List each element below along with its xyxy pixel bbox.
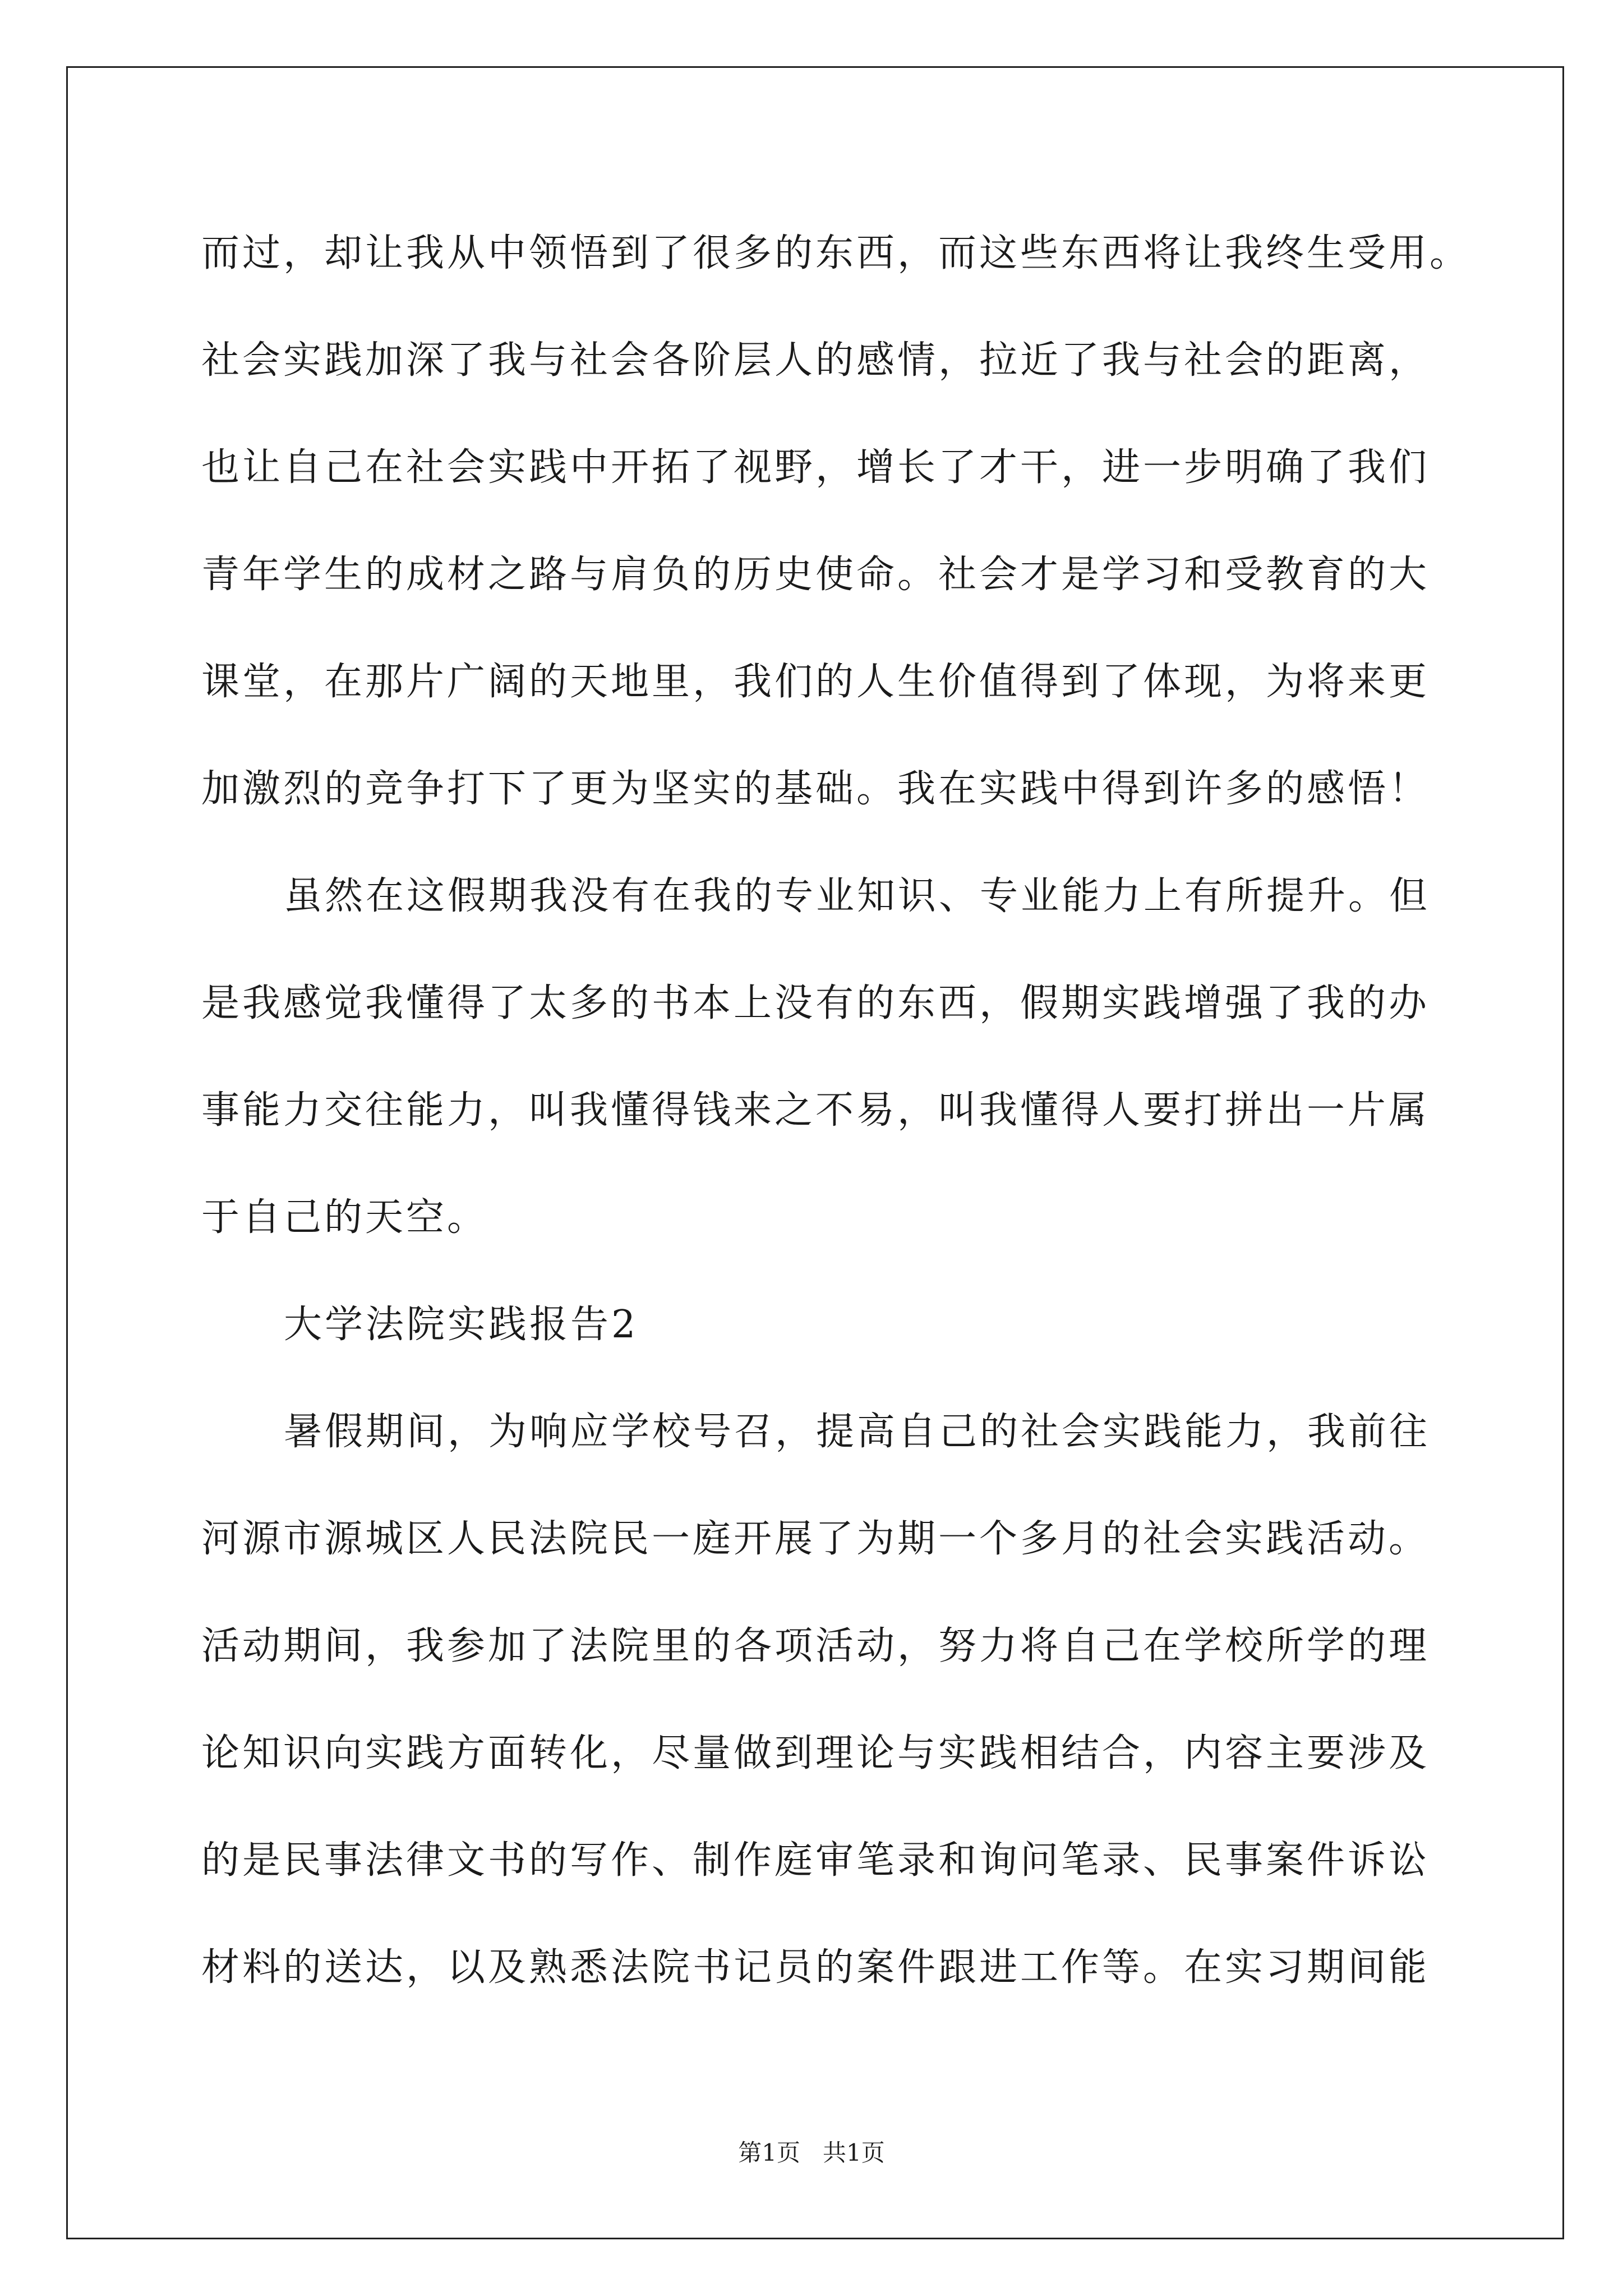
page-number-current: 第1页 [738,2139,800,2166]
text-line: 活动期间，我参加了法院里的各项活动，努力将自己在学校所学的理 [201,1624,1430,1668]
text-line: 的是民事法律文书的写作、制作庭审笔录和询问笔录、民事案件诉讼 [201,1838,1430,1883]
text-line: 材料的送达，以及熟悉法院书记员的案件跟进工作等。在实习期间能 [201,1945,1430,1990]
paragraph-start-line: 暑假期间，为响应学校号召，提高自己的社会实践能力，我前往 [284,1410,1431,1454]
text-line: 是我感觉我懂得了太多的书本上没有的东西，假期实践增强了我的办 [201,981,1430,1025]
paragraph-start-line: 虽然在这假期我没有在我的专业知识、专业能力上有所提升。但 [284,874,1431,918]
text-line: 河源市源城区人民法院民一庭开展了为期一个多月的社会实践活动。 [201,1517,1430,1561]
text-line: 青年学生的成材之路与肩负的历史使命。社会才是学习和受教育的大 [201,553,1430,597]
page-footer [0,2136,1623,2170]
text-line: 社会实践加深了我与社会各阶层人的感情，拉近了我与社会的距离， [201,338,1430,383]
page-number-total: 共1页 [823,2139,885,2166]
section-heading: 大学法院实践报告2 [284,1303,639,1347]
text-line: 论知识向实践方面转化，尽量做到理论与实践相结合，内容主要涉及 [201,1731,1430,1775]
text-line: 事能力交往能力，叫我懂得钱来之不易，叫我懂得人要打拼出一片属 [201,1088,1430,1133]
text-line: 也让自己在社会实践中开拓了视野，增长了才干，进一步明确了我们 [201,445,1430,490]
document-body [201,200,1553,2021]
text-line: 加激烈的竞争打下了更为坚实的基础。我在实践中得到许多的感悟！ [201,767,1430,811]
text-line: 于自己的天空。 [201,1195,488,1240]
text-line: 而过，却让我从中领悟到了很多的东西，而这些东西将让我终生受用。 [201,231,1471,275]
text-line: 课堂，在那片广阔的天地里，我们的人生价值得到了体现，为将来更 [201,660,1430,704]
